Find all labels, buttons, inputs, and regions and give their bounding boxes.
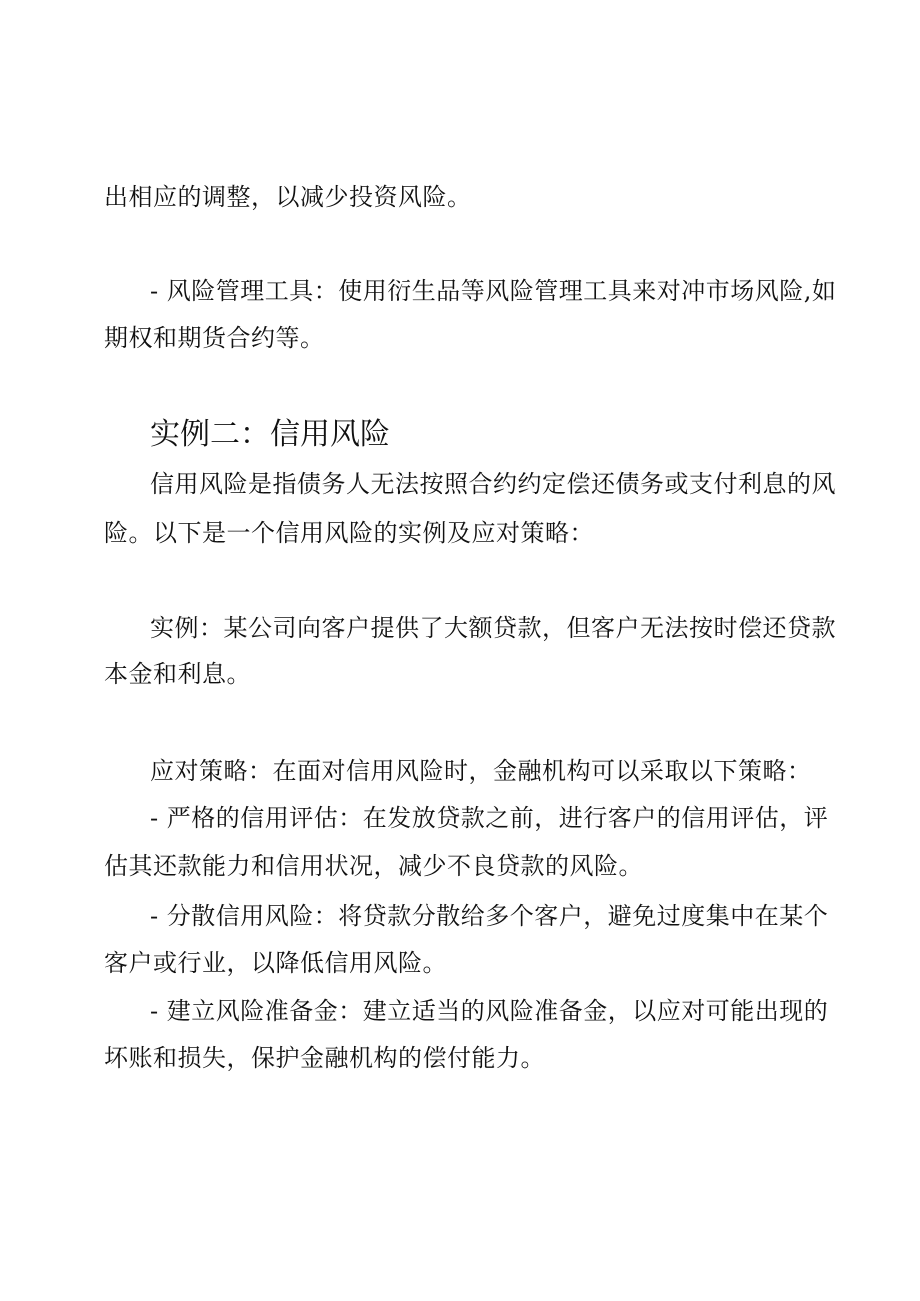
example-continuation: 本金和利息。 [104, 660, 251, 688]
strategy-intro: 应对策略：在面对信用风险时，金融机构可以采取以下策略： [150, 757, 812, 785]
section-heading: 实例二：信用风险 [150, 417, 390, 452]
paragraph-line: 出相应的调整，以减少投资风险。 [104, 183, 472, 211]
bullet-diversify-risk: - 分散信用风险：将贷款分散给多个客户，避免过度集中在某个 [150, 902, 829, 930]
bullet-risk-reserve: - 建立风险准备金：建立适当的风险准备金，以应对可能出现的 [150, 997, 829, 1025]
bullet-risk-reserve-continuation: 坏账和损失，保护金融机构的偿付能力。 [104, 1044, 545, 1072]
bullet-credit-assessment-continuation: 估其还款能力和信用状况，减少不良贷款的风险。 [104, 852, 643, 880]
bullet-risk-tools-line: - 风险管理工具：使用衍生品等风险管理工具来对冲市场风险,如 [150, 277, 837, 305]
example-line: 实例：某公司向客户提供了大额贷款，但客户无法按时偿还贷款 [150, 614, 836, 642]
intro-continuation: 险。以下是一个信用风险的实例及应对策略： [104, 519, 594, 547]
intro-line: 信用风险是指债务人无法按照合约约定偿还债务或支付利息的风 [150, 470, 836, 498]
bullet-risk-tools-continuation: 期权和期货合约等。 [104, 324, 325, 352]
bullet-credit-assessment: - 严格的信用评估：在发放贷款之前，进行客户的信用评估，评 [150, 804, 829, 832]
bullet-diversify-risk-continuation: 客户或行业，以降低信用风险。 [104, 949, 447, 977]
